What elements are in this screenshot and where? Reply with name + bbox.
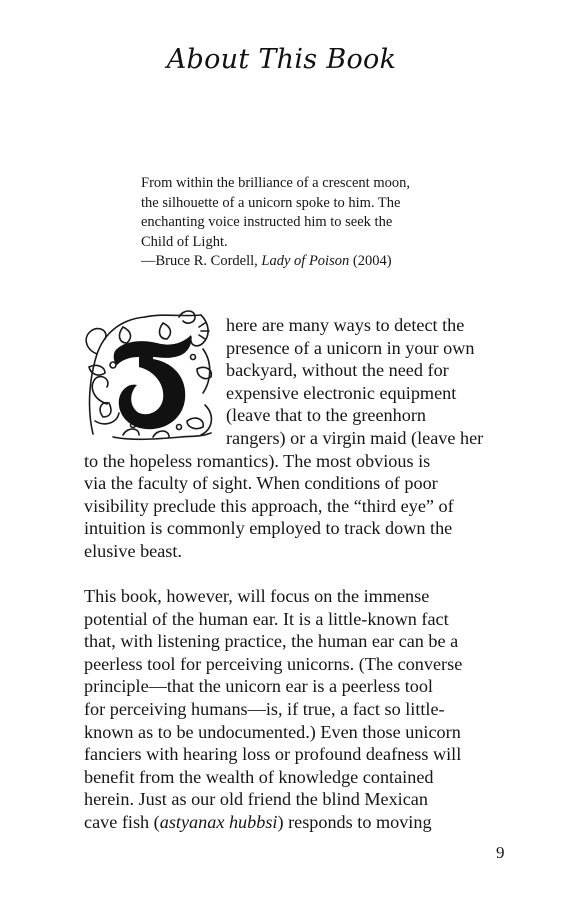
epigraph-line: enchanting voice instructed him to seek the	[141, 214, 393, 230]
paragraph-line: intuition is commonly employed to track down the	[84, 518, 453, 539]
epigraph-line: Child of Light.	[141, 233, 228, 250]
paragraph-line: principle—that the unicorn ear is a peerless tool	[84, 676, 433, 697]
paragraph-line: that, with listening practice, the human ear can be a	[84, 631, 459, 652]
page-number: 9	[496, 843, 505, 862]
epigraph	[141, 174, 471, 272]
page-title: About This Book	[166, 44, 397, 75]
attribution-author: —Bruce R. Cordell,	[141, 253, 262, 269]
paragraph-2	[84, 585, 524, 834]
paragraph-line: presence of a unicorn in your own	[226, 337, 475, 358]
attribution-year: (2004)	[349, 253, 392, 269]
epigraph-attribution	[141, 252, 471, 272]
paragraph-line: backyard, without the need for	[226, 360, 449, 381]
paragraph-line: to the hopeless romantics). The most obvious is	[84, 450, 431, 471]
paragraph-line: This book, however, will focus on the immense	[84, 586, 430, 606]
paragraph-line: rangers) or a virgin maid (leave her	[226, 427, 484, 448]
epigraph-line: the silhouette of a unicorn spoke to him. The	[141, 194, 401, 211]
paragraph-line: (leave that to the greenhorn	[226, 405, 426, 426]
last-line-prefix: cave fish (	[84, 811, 160, 832]
paragraph-line: known as to be undocumented.) Even those unicorn	[84, 721, 461, 742]
paragraph-last-line	[84, 811, 524, 834]
paragraph-line: herein. Just as our old friend the blind Mexican	[84, 789, 428, 810]
last-line-suffix: ) responds to moving	[277, 811, 432, 832]
paragraph-line: benefit from the wealth of knowledge contained	[84, 766, 434, 787]
paragraph-line: via the faculty of sight. When conditions of poor	[84, 473, 438, 494]
paragraph-line: for perceiving humans—is, if true, a fact so little-	[84, 698, 445, 719]
paragraph-line: expensive electronic equipment	[226, 382, 457, 403]
paragraph-line: peerless tool for perceiving unicorns. (The converse	[84, 653, 463, 674]
epigraph-line: From within the brilliance of a crescent moon,	[141, 175, 410, 191]
paragraph-1	[84, 314, 524, 563]
paragraph-line: elusive beast.	[84, 540, 182, 561]
attribution-title: Lady of Poison	[261, 253, 350, 269]
species-name: astyanax hubbsi	[159, 811, 278, 832]
paragraph-line: visibility preclude this approach, the “third eye” of	[84, 495, 454, 516]
paragraph-line: fanciers with hearing loss or profound deafness will	[84, 744, 462, 765]
paragraph-line: here are many ways to detect the	[226, 315, 465, 335]
paragraph-line: potential of the human ear. It is a little-known fact	[84, 608, 449, 629]
